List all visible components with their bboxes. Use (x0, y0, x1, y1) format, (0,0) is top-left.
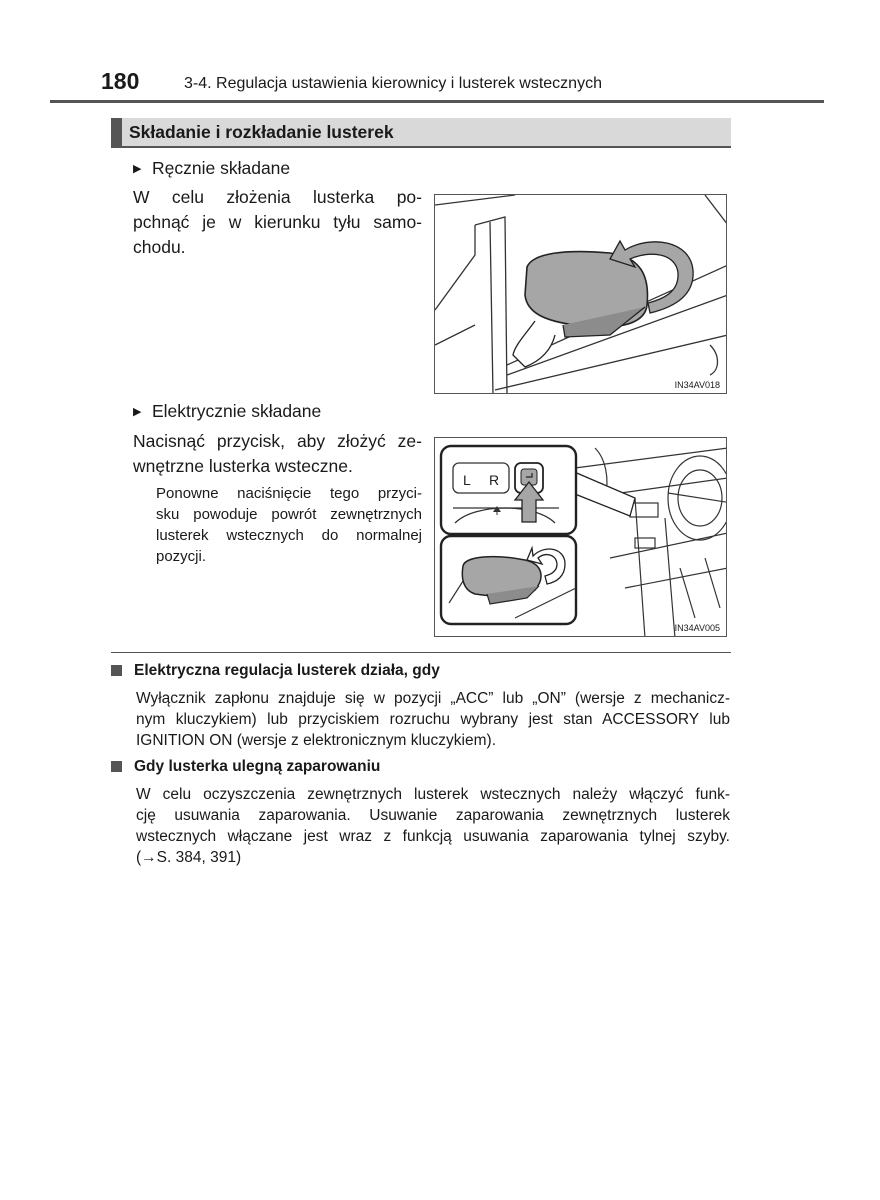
section-title: Składanie i rozkładanie lusterek (129, 122, 394, 142)
divider-rule (111, 652, 731, 653)
electric-fold-figure (434, 437, 727, 637)
paragraph-line: IGNITION ON (wersje z elektronicznym kluczykiem). (136, 732, 496, 749)
figure-code-018: IN34AV018 (674, 380, 720, 390)
paragraph-line: W celu oczyszczenia zewnętrznych lusterek wstecznych należy włączyć funk- (136, 786, 730, 803)
figure-code-005: IN34AV005 (674, 623, 720, 633)
note-line: pozycji. (156, 548, 207, 565)
note-paragraph-fogging (136, 784, 730, 868)
electric-fold-line: Nacisnąć przycisk, aby złożyć ze- (133, 431, 422, 451)
header-rule (50, 100, 824, 103)
paragraph-line: nym kluczykiem) lub przyciskiem rozruchu wybrany jest stan ACCESSORY lub (136, 711, 730, 728)
section-bar-accent (111, 118, 122, 146)
switch-label-l: L (463, 472, 471, 488)
electric-fold-note (156, 483, 422, 567)
electric-fold-heading-text: Elektrycznie składane (152, 401, 322, 421)
manual-fold-figure (434, 194, 727, 394)
note-heading-fogging (111, 758, 380, 776)
manual-fold-line: chodu. (133, 237, 186, 257)
paragraph-line: (→S. 384, 391) (136, 849, 242, 866)
manual-fold-text (133, 185, 422, 260)
square-bullet-icon (111, 761, 122, 772)
mirror-manual-fold-illustration (435, 195, 727, 394)
mirror-switch-illustration (435, 438, 727, 637)
note-heading-text: Elektryczna regulacja lusterek działa, gdy (134, 662, 440, 679)
play-triangle-icon: ▶ (133, 163, 142, 175)
note-heading-electric-adjust (111, 662, 440, 680)
square-bullet-icon (111, 665, 122, 676)
manual-fold-line: W celu złożenia lusterka po- (133, 187, 422, 207)
note-heading-text: Gdy lusterka ulegną zaparowaniu (134, 758, 381, 775)
note-line: Ponowne naciśnięcie tego przyci- (156, 485, 422, 502)
chapter-title: 3-4. Regulacja ustawienia kierownicy i lusterek wstecznych (184, 75, 602, 92)
note-line: lusterek wstecznych do normalnej (156, 527, 422, 544)
page-number: 180 (101, 68, 140, 94)
manual-fold-heading-text: Ręcznie składane (152, 158, 291, 178)
switch-label-r: R (489, 472, 500, 488)
note-paragraph-electric-adjust (136, 688, 730, 751)
note-line: sku powoduje powrót zewnętrznych (156, 506, 422, 523)
paragraph-line: cję usuwania zaparowania. Usuwanie zaparowania zewnętrznych lusterek (136, 807, 730, 824)
electric-fold-heading (133, 401, 321, 422)
manual-fold-line: pchnąć je w kierunku tyłu samo- (133, 212, 422, 232)
section-title-bar (111, 118, 731, 148)
manual-fold-heading (133, 158, 290, 179)
electric-fold-text (133, 429, 422, 479)
electric-fold-line: wnętrzne lusterka wsteczne. (133, 456, 353, 476)
paragraph-line: Wyłącznik zapłonu znajduje się w pozycji „ACC” lub „ON” (wersje z mechanicz- (136, 690, 730, 707)
paragraph-line: wstecznych włączane jest wraz z funkcją usuwania zaparowania tylnej szyby. (136, 828, 730, 845)
play-triangle-icon: ▶ (133, 406, 142, 418)
